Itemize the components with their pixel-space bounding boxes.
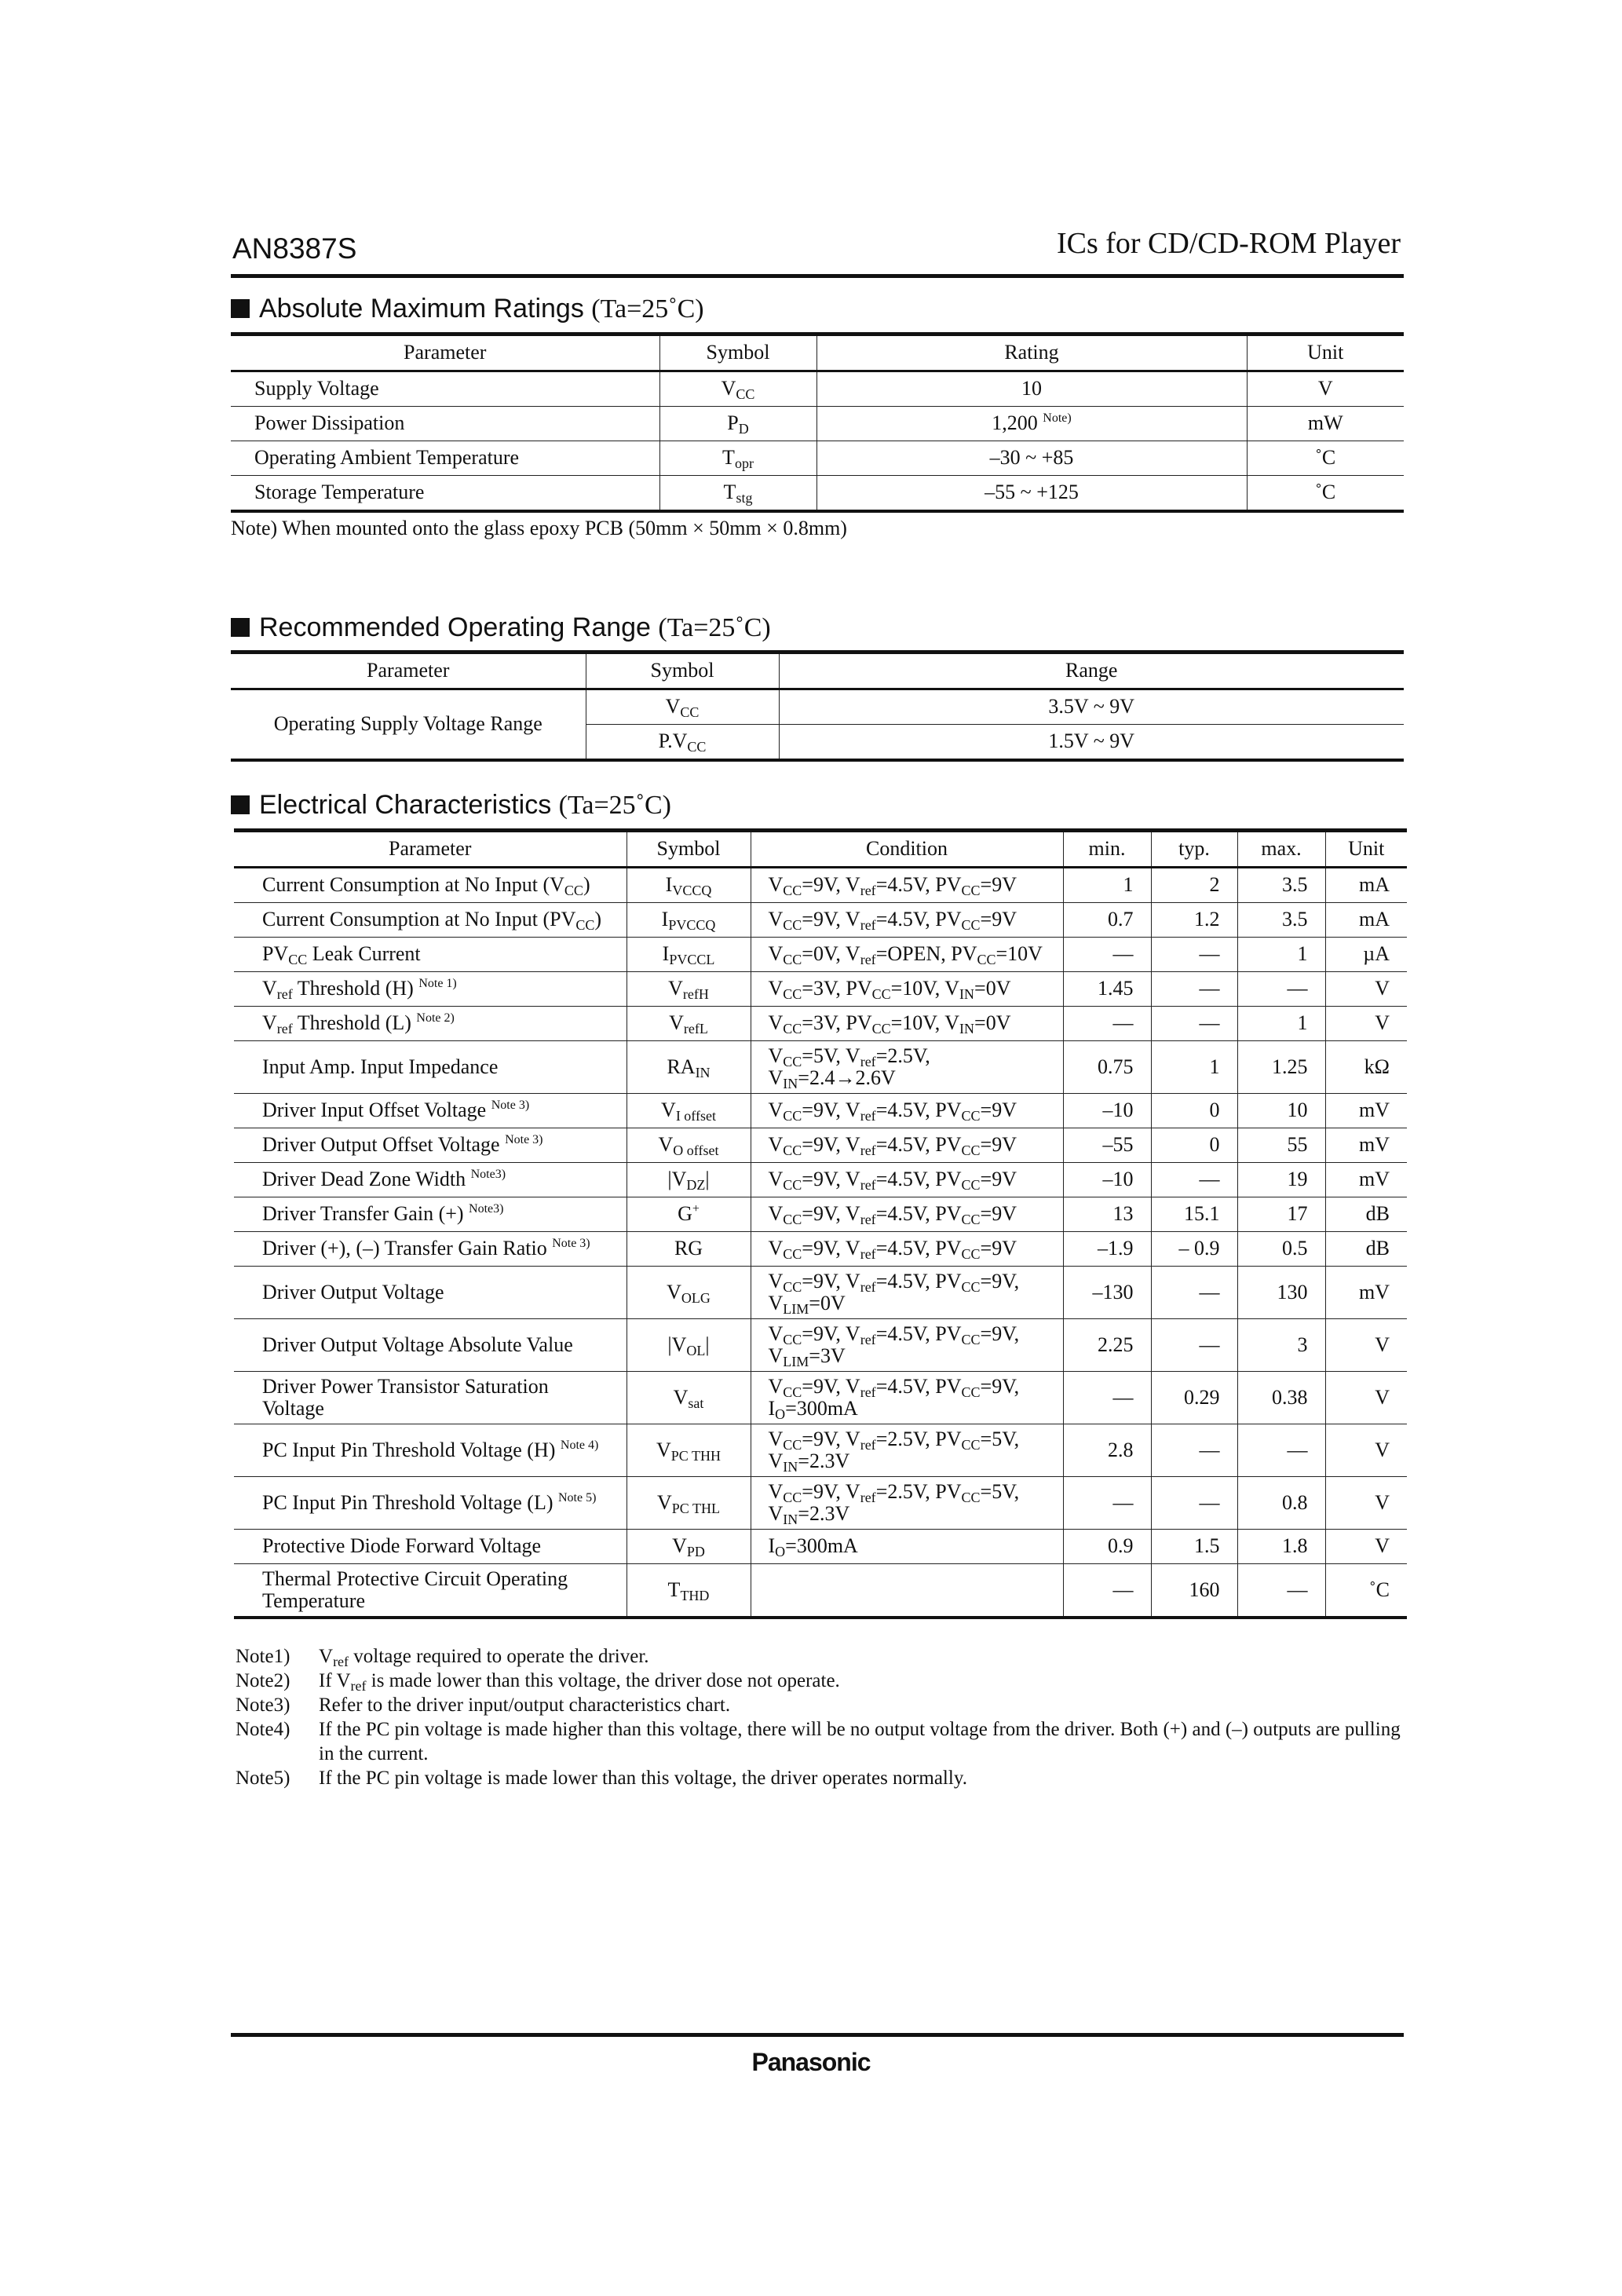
amr-condition: (Ta=25˚C) bbox=[591, 294, 704, 324]
ec-min: — bbox=[1063, 1007, 1151, 1041]
ec-max: — bbox=[1237, 1564, 1325, 1618]
footnote-text: $V_{ref}$ voltage required to operate the driver. bbox=[319, 1646, 649, 1669]
ec-symbol: $I_{PVCCL}$ bbox=[627, 938, 751, 972]
ec-param: Driver Output Voltage Absolute Value bbox=[234, 1319, 627, 1372]
ec-unit: V bbox=[1325, 1477, 1407, 1530]
ec-unit: V bbox=[1325, 972, 1407, 1007]
ror-param: Operating Supply Voltage Range bbox=[231, 689, 586, 761]
footnote-label: Note4) bbox=[236, 1719, 290, 1740]
ec-min: 0.9 bbox=[1063, 1530, 1151, 1564]
footnote-label: Note3) bbox=[236, 1695, 290, 1716]
ec-param: PC Input Pin Threshold Voltage (H) $^{Note 4)}$ bbox=[234, 1424, 627, 1477]
ec-max: 55 bbox=[1237, 1128, 1325, 1163]
ec-param: Driver (+), (–) Transfer Gain Ratio $^{Note 3)}$ bbox=[234, 1232, 627, 1267]
amr-param: Operating Ambient Temperature bbox=[231, 441, 659, 476]
amr-header-symbol: Symbol bbox=[659, 335, 816, 371]
ec-param: Input Amp. Input Impedance bbox=[234, 1041, 627, 1094]
ec-condition: $V_{CC}=5V$, $V_{ref}=2.5V$, $V_{IN}=2.4\to 2.6V$ bbox=[751, 1041, 1063, 1094]
ec-typ: 1.2 bbox=[1151, 903, 1237, 938]
ec-title: Electrical Characteristics bbox=[259, 790, 552, 820]
ec-param: PC Input Pin Threshold Voltage (L) $^{Note 5)}$ bbox=[234, 1477, 627, 1530]
ec-min: 2.25 bbox=[1063, 1319, 1151, 1372]
footnote-text: If the PC pin voltage is made lower than this voltage, the driver operates normally. bbox=[319, 1768, 967, 1789]
ec-param: Driver Input Offset Voltage $^{Note 3)}$ bbox=[234, 1094, 627, 1128]
ec-max: 3.5 bbox=[1237, 868, 1325, 903]
table-row bbox=[231, 441, 1404, 476]
bullet-square-icon bbox=[231, 299, 250, 318]
ec-typ: — bbox=[1151, 1319, 1237, 1372]
table-row bbox=[234, 1564, 1407, 1618]
ror-symbol: $P.V_{CC}$ bbox=[586, 725, 779, 761]
footnote-label: Note5) bbox=[236, 1768, 290, 1789]
ec-unit: mV bbox=[1325, 1267, 1407, 1319]
ec-param: $PV_{CC}$ Leak Current bbox=[234, 938, 627, 972]
ec-typ: 15.1 bbox=[1151, 1197, 1237, 1232]
ec-unit: µA bbox=[1325, 938, 1407, 972]
ec-min: — bbox=[1063, 1477, 1151, 1530]
product-category: ICs for CD/CD-ROM Player bbox=[1056, 227, 1401, 260]
ec-max: 0.8 bbox=[1237, 1477, 1325, 1530]
ec-condition: $V_{CC}=0V$, $V_{ref}=OPEN$, $PV_{CC}=10V$ bbox=[751, 938, 1063, 972]
ec-param: $V_{ref}$ Threshold (L) $^{Note 2)}$ bbox=[234, 1007, 627, 1041]
ec-condition: $V_{CC}=3V$, $PV_{CC}=10V$, $V_{IN}=0V$ bbox=[751, 1007, 1063, 1041]
ec-min: 13 bbox=[1063, 1197, 1151, 1232]
ec-param: Driver Power Transistor Saturation Voltage bbox=[234, 1372, 627, 1424]
ec-condition: $V_{CC}=9V$, $V_{ref}=4.5V$, $PV_{CC}=9V$ bbox=[751, 903, 1063, 938]
footnote-text: If the PC pin voltage is made higher than this voltage, there will be no output voltage from the driver. Both (+) and (–) outputs are pulling in the current. bbox=[319, 1719, 1401, 1764]
amr-unit: ˚C bbox=[1247, 476, 1404, 512]
amr-symbol: $P_D$ bbox=[659, 407, 816, 441]
amr-symbol: $T_{opr}$ bbox=[659, 441, 816, 476]
ror-header-parameter: Parameter bbox=[231, 653, 586, 689]
footnotes bbox=[236, 1644, 1413, 1790]
ec-header-symbol: Symbol bbox=[627, 831, 751, 868]
ec-typ: — bbox=[1151, 972, 1237, 1007]
ec-symbol: $RA_{IN}$ bbox=[627, 1041, 751, 1094]
ec-condition: $I_O=300mA$ bbox=[751, 1530, 1063, 1564]
ec-symbol: $V_{refH}$ bbox=[627, 972, 751, 1007]
ec-symbol: $V_{O offset}$ bbox=[627, 1128, 751, 1163]
ec-param: Protective Diode Forward Voltage bbox=[234, 1530, 627, 1564]
ec-max: 3.5 bbox=[1237, 903, 1325, 938]
footnote-item bbox=[236, 1669, 1413, 1693]
table-row bbox=[231, 407, 1404, 441]
ec-condition: $V_{CC}=9V$, $V_{ref}=4.5V$, $PV_{CC}=9V$ bbox=[751, 1232, 1063, 1267]
ec-min: 1.45 bbox=[1063, 972, 1151, 1007]
bullet-square-icon bbox=[231, 795, 250, 814]
ec-min: –130 bbox=[1063, 1267, 1151, 1319]
ec-max: 130 bbox=[1237, 1267, 1325, 1319]
header-rule bbox=[231, 274, 1404, 278]
ec-param: Current Consumption at No Input $(PV_{CC})$ bbox=[234, 903, 627, 938]
amr-table bbox=[231, 332, 1404, 513]
ec-max: 1 bbox=[1237, 1007, 1325, 1041]
ec-min: –10 bbox=[1063, 1163, 1151, 1197]
panasonic-logo: Panasonic bbox=[751, 2048, 871, 2076]
ec-unit: V bbox=[1325, 1424, 1407, 1477]
amr-unit: V bbox=[1247, 371, 1404, 407]
amr-rating: 1,200 $^{Note)}$ bbox=[816, 407, 1247, 441]
ec-unit: mA bbox=[1325, 868, 1407, 903]
ec-typ: 1 bbox=[1151, 1041, 1237, 1094]
footnote-text: Refer to the driver input/output characteristics chart. bbox=[319, 1695, 731, 1716]
ec-typ: 2 bbox=[1151, 868, 1237, 903]
table-row bbox=[234, 1477, 1407, 1530]
ec-symbol: $|V_{DZ}|$ bbox=[627, 1163, 751, 1197]
ec-max: 1.25 bbox=[1237, 1041, 1325, 1094]
ec-section-title bbox=[231, 790, 671, 821]
amr-section-title bbox=[231, 294, 704, 324]
ror-header-symbol: Symbol bbox=[586, 653, 779, 689]
ror-range: 1.5V ~ 9V bbox=[779, 725, 1404, 761]
ec-condition: (Ta=25˚C) bbox=[558, 791, 671, 820]
ec-symbol: $V_{PC THL}$ bbox=[627, 1477, 751, 1530]
ec-min: 1 bbox=[1063, 868, 1151, 903]
ec-min: 0.75 bbox=[1063, 1041, 1151, 1094]
amr-rating: –30 ~ +85 bbox=[816, 441, 1247, 476]
ec-header-condition: Condition bbox=[751, 831, 1063, 868]
ror-section-title bbox=[231, 612, 771, 643]
footnote-item bbox=[236, 1693, 1413, 1717]
table-row bbox=[234, 938, 1407, 972]
ec-param: $V_{ref}$ Threshold (H) $^{Note 1)}$ bbox=[234, 972, 627, 1007]
amr-rating: –55 ~ +125 bbox=[816, 476, 1247, 512]
table-row bbox=[231, 689, 1404, 725]
ec-max: 3 bbox=[1237, 1319, 1325, 1372]
ec-condition: $V_{CC}=9V$, $V_{ref}=2.5V$, $PV_{CC}=5V$, $V_{IN}=2.3V$ bbox=[751, 1424, 1063, 1477]
footnote-text: If $V_{ref}$ is made lower than this voltage, the driver dose not operate. bbox=[319, 1670, 840, 1694]
footnote-item bbox=[236, 1717, 1413, 1766]
ec-typ: 0.29 bbox=[1151, 1372, 1237, 1424]
ec-symbol: $|V_{OL}|$ bbox=[627, 1319, 751, 1372]
ec-max: 1.8 bbox=[1237, 1530, 1325, 1564]
ec-unit: mV bbox=[1325, 1128, 1407, 1163]
ec-unit: dB bbox=[1325, 1197, 1407, 1232]
table-row bbox=[234, 1163, 1407, 1197]
ec-param: Current Consumption at No Input $(V_{CC})$ bbox=[234, 868, 627, 903]
ec-max: 17 bbox=[1237, 1197, 1325, 1232]
ec-unit: V bbox=[1325, 1530, 1407, 1564]
ec-max: 1 bbox=[1237, 938, 1325, 972]
ec-typ: 160 bbox=[1151, 1564, 1237, 1618]
ec-header-parameter: Parameter bbox=[234, 831, 627, 868]
amr-header-parameter: Parameter bbox=[231, 335, 659, 371]
ec-typ: — bbox=[1151, 1424, 1237, 1477]
ec-symbol: $T_{THD}$ bbox=[627, 1564, 751, 1618]
amr-unit: ˚C bbox=[1247, 441, 1404, 476]
ec-header-max: max. bbox=[1237, 831, 1325, 868]
ec-symbol: RG bbox=[627, 1232, 751, 1267]
ec-min: –55 bbox=[1063, 1128, 1151, 1163]
ror-table bbox=[231, 650, 1404, 762]
ec-symbol: $V_{sat}$ bbox=[627, 1372, 751, 1424]
ec-typ: 0 bbox=[1151, 1094, 1237, 1128]
table-row bbox=[234, 1094, 1407, 1128]
ec-typ: — bbox=[1151, 1007, 1237, 1041]
ec-param: Thermal Protective Circuit Operating Temperature bbox=[234, 1564, 627, 1618]
ec-symbol: $V_{OLG}$ bbox=[627, 1267, 751, 1319]
ec-typ: — bbox=[1151, 1477, 1237, 1530]
ec-min: 2.8 bbox=[1063, 1424, 1151, 1477]
amr-rating: 10 bbox=[816, 371, 1247, 407]
ec-condition: $V_{CC}=9V$, $V_{ref}=4.5V$, $PV_{CC}=9V$, $I_O=300mA$ bbox=[751, 1372, 1063, 1424]
ec-symbol: $V_{I offset}$ bbox=[627, 1094, 751, 1128]
ec-header-min: min. bbox=[1063, 831, 1151, 868]
ec-condition: $V_{CC}=3V$, $PV_{CC}=10V$, $V_{IN}=0V$ bbox=[751, 972, 1063, 1007]
ec-table bbox=[234, 828, 1407, 1619]
amr-param: Storage Temperature bbox=[231, 476, 659, 512]
table-row bbox=[234, 972, 1407, 1007]
table-row bbox=[234, 1007, 1407, 1041]
ec-condition: $V_{CC}=9V$, $V_{ref}=4.5V$, $PV_{CC}=9V$, $V_{LIM}=0V$ bbox=[751, 1267, 1063, 1319]
ec-min: 0.7 bbox=[1063, 903, 1151, 938]
amr-symbol: $V_{CC}$ bbox=[659, 371, 816, 407]
table-row bbox=[234, 1232, 1407, 1267]
bullet-square-icon bbox=[231, 618, 250, 637]
ec-typ: 1.5 bbox=[1151, 1530, 1237, 1564]
ror-symbol: $V_{CC}$ bbox=[586, 689, 779, 725]
ec-condition: $V_{CC}=9V$, $V_{ref}=4.5V$, $PV_{CC}=9V$ bbox=[751, 1197, 1063, 1232]
ec-symbol: $I_{PVCCQ}$ bbox=[627, 903, 751, 938]
ec-condition: $V_{CC}=9V$, $V_{ref}=4.5V$, $PV_{CC}=9V$ bbox=[751, 868, 1063, 903]
ec-unit: mV bbox=[1325, 1163, 1407, 1197]
ec-param: Driver Dead Zone Width $^{Note3)}$ bbox=[234, 1163, 627, 1197]
ec-typ: 0 bbox=[1151, 1128, 1237, 1163]
ror-range: 3.5V ~ 9V bbox=[779, 689, 1404, 725]
ec-unit: mV bbox=[1325, 1094, 1407, 1128]
amr-param: Supply Voltage bbox=[231, 371, 659, 407]
footnote-item bbox=[236, 1766, 1413, 1790]
amr-param: Power Dissipation bbox=[231, 407, 659, 441]
ec-condition: $V_{CC}=9V$, $V_{ref}=4.5V$, $PV_{CC}=9V$ bbox=[751, 1163, 1063, 1197]
ec-typ: — bbox=[1151, 938, 1237, 972]
model-number: AN8387S bbox=[232, 232, 357, 265]
amr-header-rating: Rating bbox=[816, 335, 1247, 371]
table-row bbox=[231, 476, 1404, 512]
ec-unit: mA bbox=[1325, 903, 1407, 938]
footer-rule bbox=[231, 2033, 1404, 2037]
ec-unit: V bbox=[1325, 1007, 1407, 1041]
ec-typ: — bbox=[1151, 1163, 1237, 1197]
amr-title: Absolute Maximum Ratings bbox=[259, 294, 584, 324]
table-row bbox=[234, 1267, 1407, 1319]
ror-condition: (Ta=25˚C) bbox=[658, 613, 771, 642]
ec-symbol: G+ bbox=[627, 1197, 751, 1232]
table-row bbox=[234, 1319, 1407, 1372]
table-row bbox=[234, 1197, 1407, 1232]
table-row bbox=[234, 1530, 1407, 1564]
table-row bbox=[234, 868, 1407, 903]
amr-footnote: Note) When mounted onto the glass epoxy PCB (50mm × 50mm × 0.8mm) bbox=[231, 517, 847, 539]
ec-condition: $V_{CC}=9V$, $V_{ref}=4.5V$, $PV_{CC}=9V$ bbox=[751, 1094, 1063, 1128]
ec-param: Driver Output Voltage bbox=[234, 1267, 627, 1319]
amr-symbol: $T_{stg}$ bbox=[659, 476, 816, 512]
ec-param: Driver Transfer Gain (+) $^{Note3)}$ bbox=[234, 1197, 627, 1232]
ror-header-range: Range bbox=[779, 653, 1404, 689]
table-row bbox=[234, 1128, 1407, 1163]
ec-min: — bbox=[1063, 1372, 1151, 1424]
ec-min: — bbox=[1063, 938, 1151, 972]
ec-typ: — bbox=[1151, 1267, 1237, 1319]
ec-symbol: $V_{PC THH}$ bbox=[627, 1424, 751, 1477]
footnote-label: Note1) bbox=[236, 1646, 290, 1667]
footnote-label: Note2) bbox=[236, 1670, 290, 1691]
ec-unit: kΩ bbox=[1325, 1041, 1407, 1094]
ec-max: 0.38 bbox=[1237, 1372, 1325, 1424]
ec-symbol: $I_{VCCQ}$ bbox=[627, 868, 751, 903]
ec-symbol: $V_{PD}$ bbox=[627, 1530, 751, 1564]
ec-max: 19 bbox=[1237, 1163, 1325, 1197]
ec-max: 0.5 bbox=[1237, 1232, 1325, 1267]
ec-condition: $V_{CC}=9V$, $V_{ref}=2.5V$, $PV_{CC}=5V$, $V_{IN}=2.3V$ bbox=[751, 1477, 1063, 1530]
ec-symbol: $V_{refL}$ bbox=[627, 1007, 751, 1041]
ec-header-unit: Unit bbox=[1325, 831, 1407, 868]
ec-min: –10 bbox=[1063, 1094, 1151, 1128]
table-row bbox=[234, 1372, 1407, 1424]
table-row bbox=[231, 371, 1404, 407]
ec-condition: $V_{CC}=9V$, $V_{ref}=4.5V$, $PV_{CC}=9V$, $V_{LIM}=3V$ bbox=[751, 1319, 1063, 1372]
ec-unit: dB bbox=[1325, 1232, 1407, 1267]
amr-unit: mW bbox=[1247, 407, 1404, 441]
ec-header-typ: typ. bbox=[1151, 831, 1237, 868]
ec-condition: $V_{CC}=9V$, $V_{ref}=4.5V$, $PV_{CC}=9V$ bbox=[751, 1128, 1063, 1163]
ec-unit: ˚C bbox=[1325, 1564, 1407, 1618]
ec-condition bbox=[751, 1564, 1063, 1618]
table-row bbox=[234, 903, 1407, 938]
table-row bbox=[234, 1041, 1407, 1094]
ec-max: 10 bbox=[1237, 1094, 1325, 1128]
table-row bbox=[234, 1424, 1407, 1477]
ec-unit: V bbox=[1325, 1319, 1407, 1372]
ec-unit: V bbox=[1325, 1372, 1407, 1424]
ec-typ: – 0.9 bbox=[1151, 1232, 1237, 1267]
ec-max: — bbox=[1237, 1424, 1325, 1477]
ror-title: Recommended Operating Range bbox=[259, 612, 651, 642]
ec-min: –1.9 bbox=[1063, 1232, 1151, 1267]
footnote-item bbox=[236, 1644, 1413, 1669]
ec-max: — bbox=[1237, 972, 1325, 1007]
amr-header-unit: Unit bbox=[1247, 335, 1404, 371]
ec-param: Driver Output Offset Voltage $^{Note 3)}$ bbox=[234, 1128, 627, 1163]
ec-min: — bbox=[1063, 1564, 1151, 1618]
